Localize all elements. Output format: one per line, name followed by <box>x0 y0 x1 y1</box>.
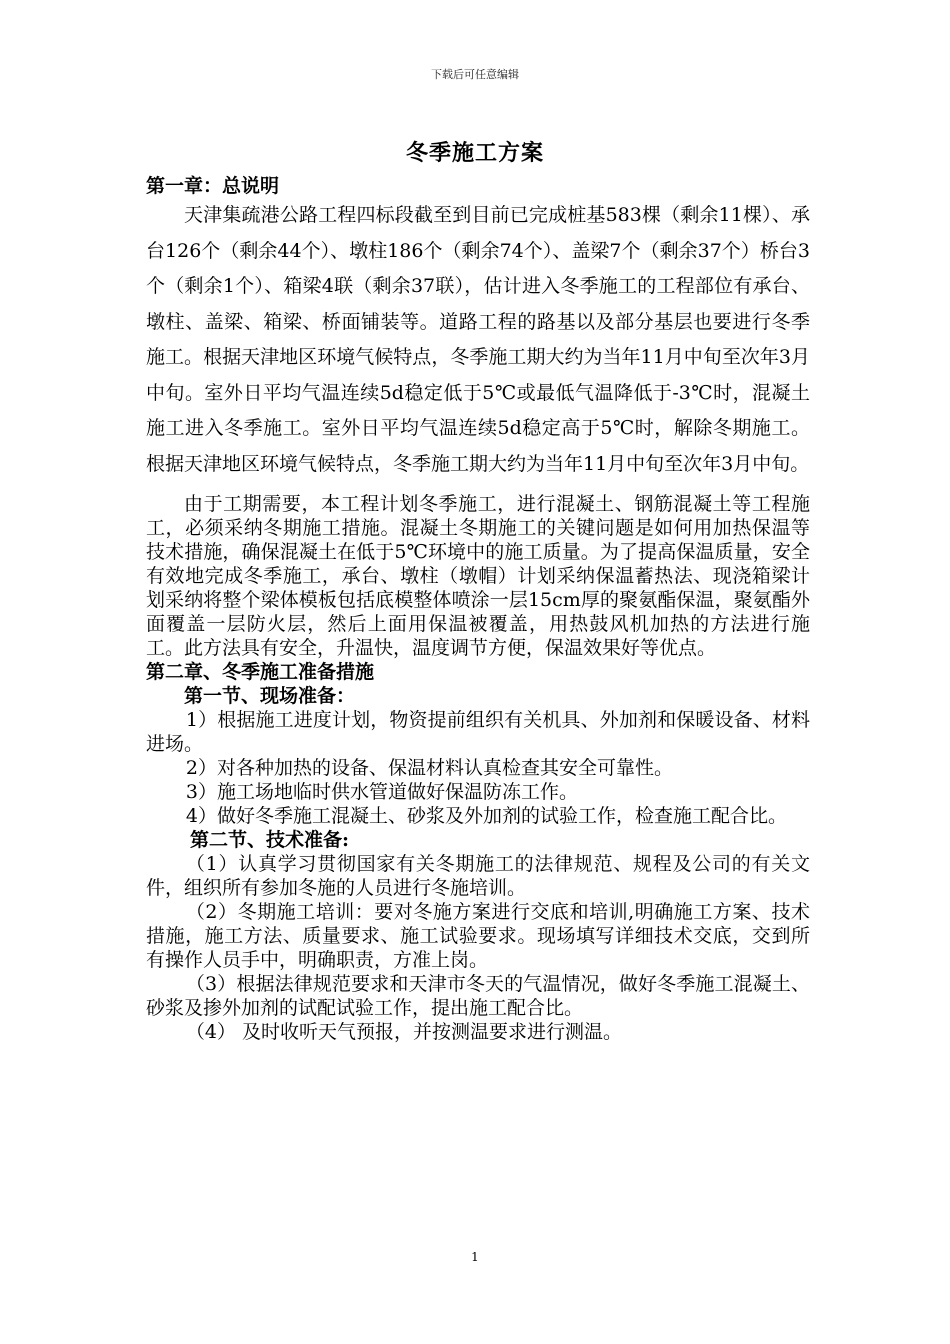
chapter-1-paragraph-1: 天津集疏港公路工程四标段截至到目前已完成桩基583棵（剩余11棵）、承台126个（剩余44个）、墩柱186个（剩余74个）、盖梁7个（剩余37个）桥台3个（剩余1个）、箱梁4联（剩余37联），估计进入冬季施工的工程部位有承台、墩柱、盖梁、箱梁、桥面铺装等。道路工程的路基以及部分基层也要进行冬季施工。根据天津地区环境气候特点，冬季施工期大约为当年11月中旬至次年3月中旬。室外日平均气温连续5d稳定低于5℃或最低气温降低于-3℃时，混凝土施工进入冬季施工。室外日平均气温连续5d稳定高于5℃时，解除冬期施工。根据天津地区环境气候特点，冬季施工期大约为当年11月中旬至次年3月中旬。 <box>146 204 810 475</box>
document-body <box>146 174 810 1044</box>
document-title: 冬季施工方案 <box>405 140 544 166</box>
chapter-1-heading: 第一章：总说明 <box>146 175 280 197</box>
chapter-1-paragraph-2: 由于工期需要，本工程计划冬季施工，进行混凝土、钢筋混凝土等工程施工，必须采纳冬期施工措施。混凝土冬期施工的关键问题是如何用加热保温等技术措施，确保混凝土在低于5℃环境中的施工质量。为了提高保温质量，安全有效地完成冬季施工，承台、墩柱（墩帽）计划采纳保温蓄热法、现浇箱梁计划采纳将整个梁体模板包括底模整体喷涂一层15cm厚的聚氨酯保温，聚氨酯外面覆盖一层防火层，然后上面用保温被覆盖，用热鼓风机加热的方法进行施工。此方法具有安全，升温快，温度调节方便，保温效果好等优点。 <box>146 493 810 659</box>
section-2-item: （1）认真学习贯彻国家有关冬期施工的法律规范、规程及公司的有关文件，组织所有参加冬施的人员进行冬施培训。 <box>146 853 810 899</box>
section-1-item: 3）施工场地临时供水管道做好保温防冻工作。 <box>185 781 578 803</box>
section-1-item: 2）对各种加热的设备、保温材料认真检查其安全可靠性。 <box>185 757 673 779</box>
section-2-heading: 第二节、技术准备: <box>190 829 350 851</box>
section-2-item: （2）冬期施工培训：要对冬施方案进行交底和培训,明确施工方案、技术措施，施工方法、质量要求、施工试验要求。现场填写详细技术交底，交到所有操作人员手中，明确职责，方准上岗。 <box>146 901 810 971</box>
page-number: 1 <box>471 1250 479 1264</box>
section-1-heading: 第一节、现场准备： <box>184 685 356 707</box>
section-1-item: 1）根据施工进度计划，物资提前组织有关机具、外加剂和保暖设备、材料进场。 <box>146 709 810 755</box>
section-2-item: （3）根据法律规范要求和天津市冬天的气温情况，做好冬季施工混凝土、砂浆及掺外加剂的试配试验工作，提出施工配合比。 <box>146 973 810 1019</box>
section-2-item: （4） 及时收听天气预报，并按测温要求进行测温。 <box>185 1021 623 1043</box>
page-header-note: 下载后可任意编辑 <box>431 68 519 81</box>
chapter-2-heading: 第二章、冬季施工准备措施 <box>146 661 375 683</box>
section-1-item: 4）做好冬季施工混凝土、砂浆及外加剂的试验工作，检查施工配合比。 <box>185 805 787 827</box>
